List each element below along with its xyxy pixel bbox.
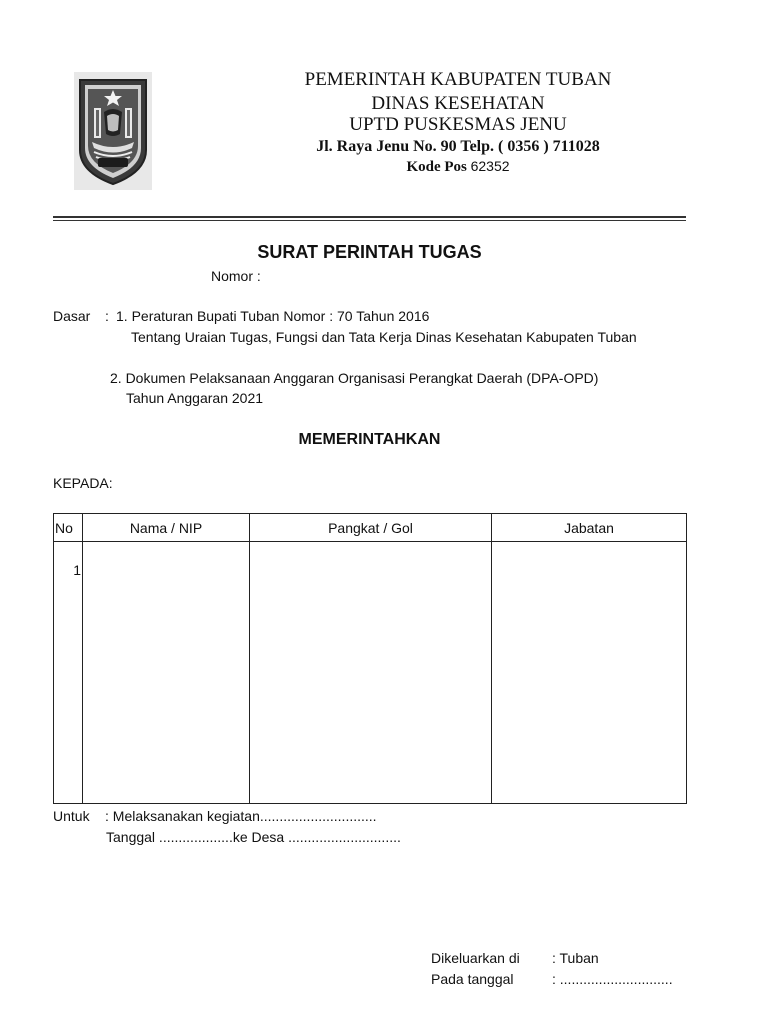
untuk-label: Untuk — [53, 808, 90, 824]
dasar-label: Dasar — [53, 308, 91, 324]
letterhead-rule-thick — [53, 216, 686, 218]
kepada-label: KEPADA: — [53, 475, 113, 491]
issued-at-label: Dikeluarkan di — [431, 950, 520, 966]
header-no: No — [54, 514, 83, 542]
document-title: SURAT PERINTAH TUGAS — [257, 242, 482, 262]
row-nama — [83, 542, 250, 804]
row-pangkat — [250, 542, 492, 804]
postal-label: Kode Pos — [406, 159, 467, 175]
order-heading: MEMERINTAHKAN — [298, 431, 441, 448]
dasar-item-1: 1. Peraturan Bupati Tuban Nomor : 70 Tahun 2016 — [116, 308, 430, 324]
regency-emblem-logo — [74, 72, 152, 190]
row-no: 1 — [54, 542, 83, 804]
row-jabatan — [492, 542, 687, 804]
postal-code: 62352 — [470, 158, 510, 174]
dasar-item-2-detail: Tahun Anggaran 2021 — [126, 390, 264, 406]
header-nama-nip: Nama / NIP — [83, 514, 250, 542]
untuk-purpose: : Melaksanakan kegiatan.............................. — [105, 808, 377, 824]
issued-at-value: : Tuban — [552, 950, 599, 966]
letterhead-department: DINAS KESEHATAN — [371, 93, 545, 114]
assignee-table — [53, 513, 687, 804]
letterhead-address: Jl. Raya Jenu No. 90 Telp. ( 0356 ) 711028 — [316, 138, 600, 155]
dasar-colon: : — [105, 308, 109, 324]
untuk-date-village: Tanggal ...................ke Desa ............................. — [106, 829, 401, 845]
dasar-item-2: 2. Dokumen Pelaksanaan Anggaran Organisasi Perangkat Daerah (DPA-OPD) — [110, 370, 599, 386]
letterhead-postal — [160, 158, 756, 176]
header-pangkat-gol: Pangkat / Gol — [250, 514, 492, 542]
letterhead-government: PEMERINTAH KABUPATEN TUBAN — [304, 69, 612, 90]
date-label: Pada tanggal — [431, 971, 514, 987]
table-row — [54, 542, 687, 804]
letterhead-unit: UPTD PUSKESMAS JENU — [349, 114, 567, 135]
table-header-row — [54, 514, 687, 542]
header-jabatan: Jabatan — [492, 514, 687, 542]
date-value: : ............................. — [552, 971, 673, 987]
letterhead-rule-thin — [53, 220, 686, 221]
dasar-item-1-detail: Tentang Uraian Tugas, Fungsi dan Tata Kerja Dinas Kesehatan Kabupaten Tuban — [131, 329, 637, 345]
nomor-label: Nomor : — [211, 268, 261, 284]
